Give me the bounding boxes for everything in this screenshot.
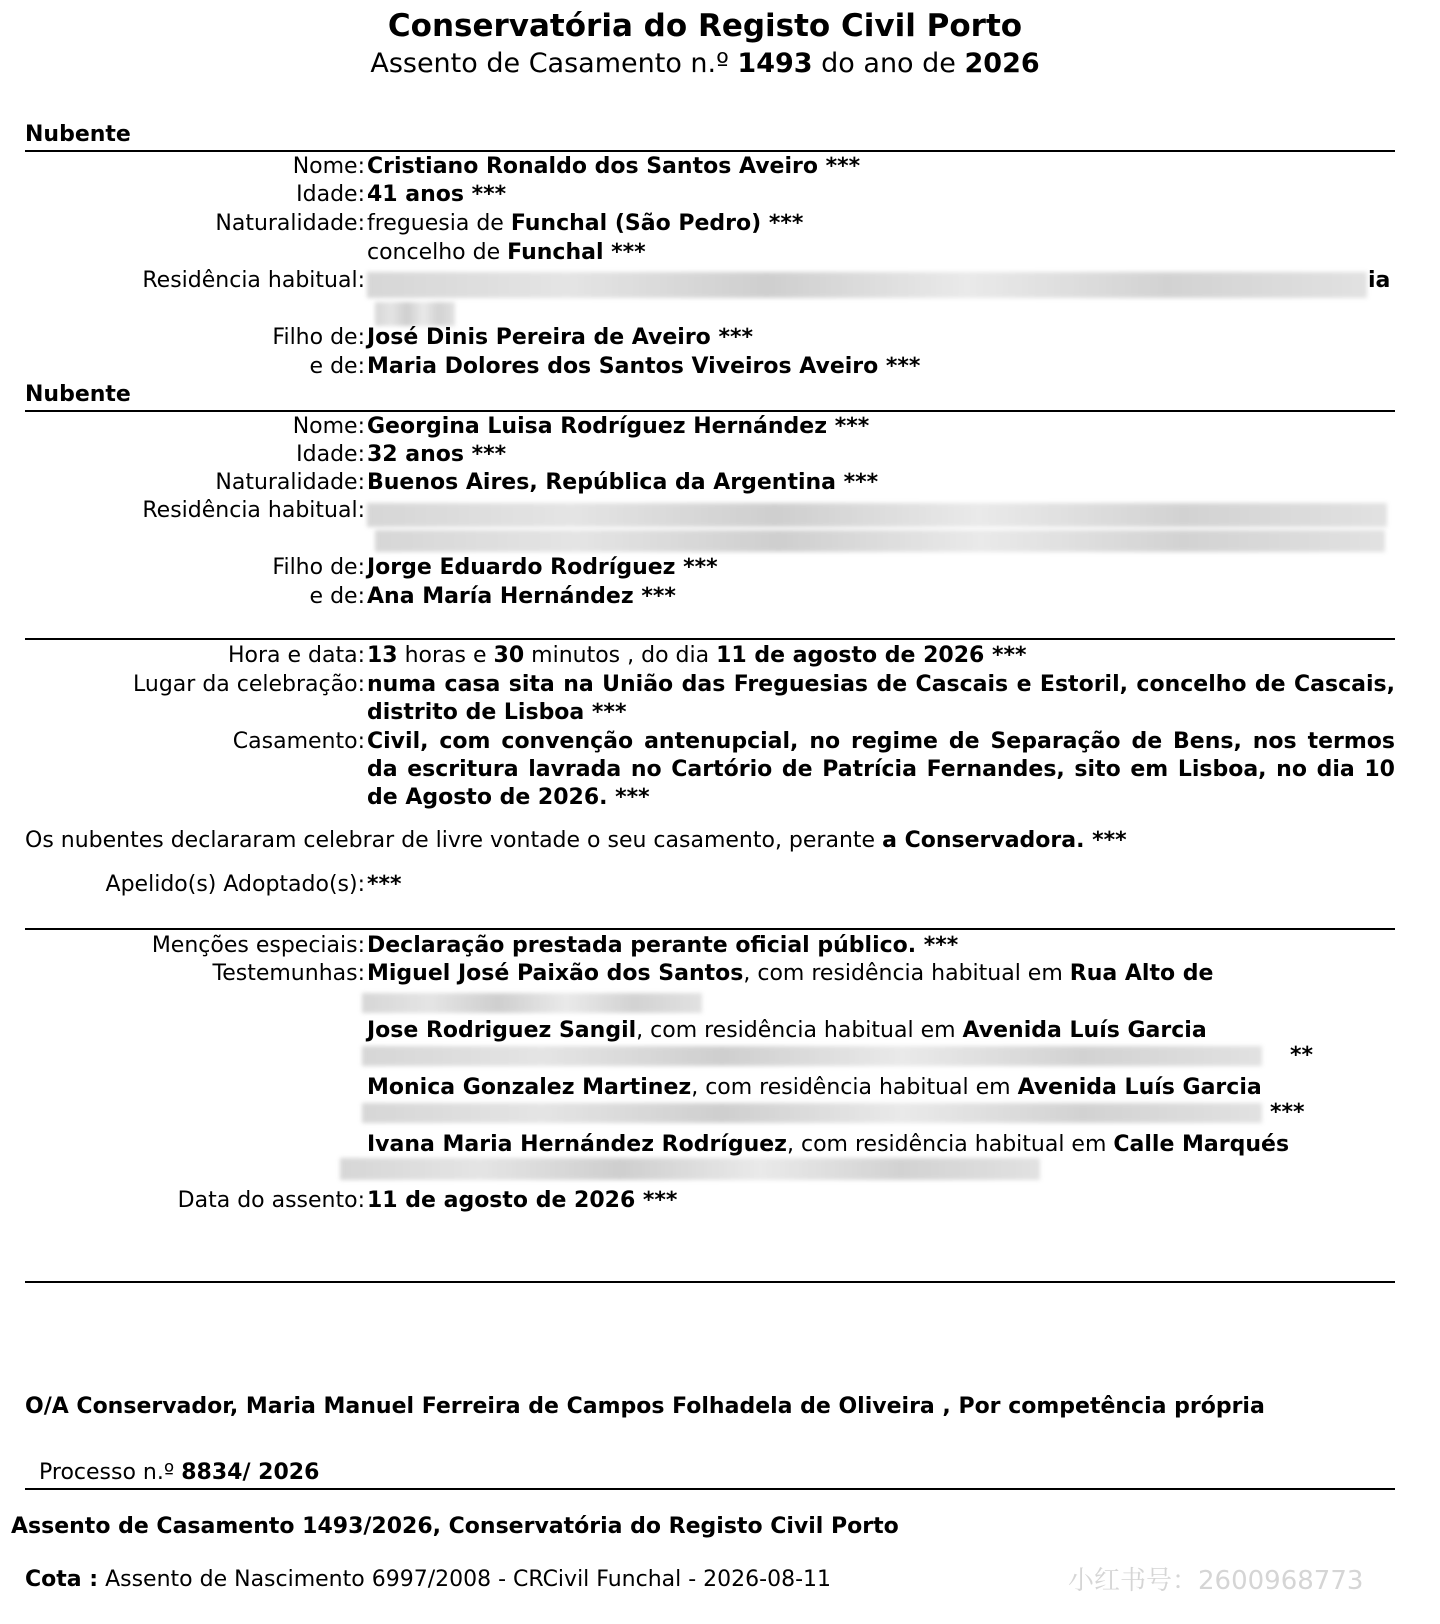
label-nome: Nome: [292,414,365,439]
marriage-regime: Civil, com convenção antenupcial, no regime de Separação de Bens, nos termos da escritura lavrada no Cartório de Patrícia Fernandes, sito em Lisboa, no dia 10 de Agosto de 2026. *** [367,729,1395,810]
redacted-address [362,1103,1262,1123]
redacted-address [367,272,1367,298]
label-apelidos: Apelido(s) Adoptado(s): [105,872,365,897]
divider [25,1488,1395,1490]
bride-father: Jorge Eduardo Rodríguez *** [367,555,718,580]
divider [25,1281,1395,1283]
groom-name: Cristiano Ronaldo dos Santos Aveiro *** [367,154,861,179]
section-nubente-1: Nubente [25,122,131,147]
groom-birthplace-parish: freguesia de Funchal (São Pedro) *** [367,211,804,236]
label-idade: Idade: [296,182,365,207]
registrar-signature: O/A Conservador, Maria Manuel Ferreira de Campos Folhadela de Oliveira , Por competência própria [25,1394,1265,1419]
cota: Cota : Assento de Nascimento 6997/2008 - CRCivil Funchal - 2026-08-11 [25,1567,832,1592]
witness-4: Ivana Maria Hernández Rodríguez, com residência habitual em Calle Marqués [367,1132,1290,1157]
label-filho-de: Filho de: [272,325,365,350]
witness-2: Jose Rodriguez Sangil, com residência habitual em Avenida Luís Garcia [367,1018,1207,1043]
section-nubente-2: Nubente [25,382,131,407]
record-subtitle: Assento de Casamento n.º 1493 do ano de 2026 [370,48,1040,79]
divider [25,150,1395,152]
redacted-address [362,1046,1262,1066]
label-e-de: e de: [309,584,365,609]
groom-mother: Maria Dolores dos Santos Viveiros Aveiro *** [367,354,921,379]
witness-3-tail: *** [1270,1100,1305,1125]
process-number: Processo n.º 8834/ 2026 [39,1460,320,1485]
divider [25,638,1395,640]
redacted-address [362,993,702,1013]
label-data-assento: Data do assento: [177,1188,365,1213]
witness-2-tail: ** [1290,1043,1314,1068]
witness-3: Monica Gonzalez Martinez, com residência habitual em Avenida Luís Garcia [367,1075,1262,1100]
label-nome: Nome: [292,154,365,179]
divider [25,928,1395,930]
office-title: Conservatória do Registo Civil Porto [387,8,1023,44]
redacted-address [375,530,1385,552]
redacted-address [367,503,1387,527]
witness-1: Miguel José Paixão dos Santos, com residência habitual em Rua Alto de [367,961,1214,986]
groom-birthplace-municipality: concelho de Funchal *** [367,240,646,265]
label-filho-de: Filho de: [272,555,365,580]
label-residencia: Residência habitual: [142,268,365,293]
label-casamento: Casamento: [232,729,365,754]
adopted-surnames: *** [367,872,402,897]
label-mencoes: Menções especiais: [151,933,365,958]
declaration: Os nubentes declararam celebrar de livre vontade o seu casamento, perante a Conservadora. *** [25,828,1127,853]
special-mentions: Declaração prestada perante oficial público. *** [367,933,959,958]
redacted-address [340,1158,1040,1180]
redacted-address [375,302,455,326]
label-lugar: Lugar da celebração: [133,672,365,697]
label-testemunhas: Testemunhas: [212,961,365,986]
groom-residence-fragment: ia [1368,268,1391,293]
label-naturalidade: Naturalidade: [215,211,365,236]
record-date: 11 de agosto de 2026 *** [367,1188,678,1213]
divider [25,410,1395,412]
groom-age: 41 anos *** [367,182,507,207]
label-naturalidade: Naturalidade: [215,470,365,495]
record-year: 2026 [964,48,1040,79]
groom-father: José Dinis Pereira de Aveiro *** [367,325,753,350]
bride-birthplace: Buenos Aires, República da Argentina *** [367,470,879,495]
bride-age: 32 anos *** [367,442,507,467]
ceremony-time: 13 horas e 30 minutos , do dia 11 de agosto de 2026 *** [367,643,1027,668]
label-residencia: Residência habitual: [142,498,365,523]
label-idade: Idade: [296,442,365,467]
record-reference: Assento de Casamento 1493/2026, Conservatória do Registo Civil Porto [11,1514,899,1539]
ceremony-place: numa casa sita na União das Freguesias de Cascais e Estoril, concelho de Cascais, distrito de Lisboa *** [367,672,1395,725]
label-hora-data: Hora e data: [227,643,365,668]
bride-mother: Ana María Hernández *** [367,584,676,609]
record-number: 1493 [737,48,813,79]
bride-name: Georgina Luisa Rodríguez Hernández *** [367,414,870,439]
label-e-de: e de: [309,354,365,379]
watermark: 小红书号：2600968773 [1068,1566,1364,1596]
